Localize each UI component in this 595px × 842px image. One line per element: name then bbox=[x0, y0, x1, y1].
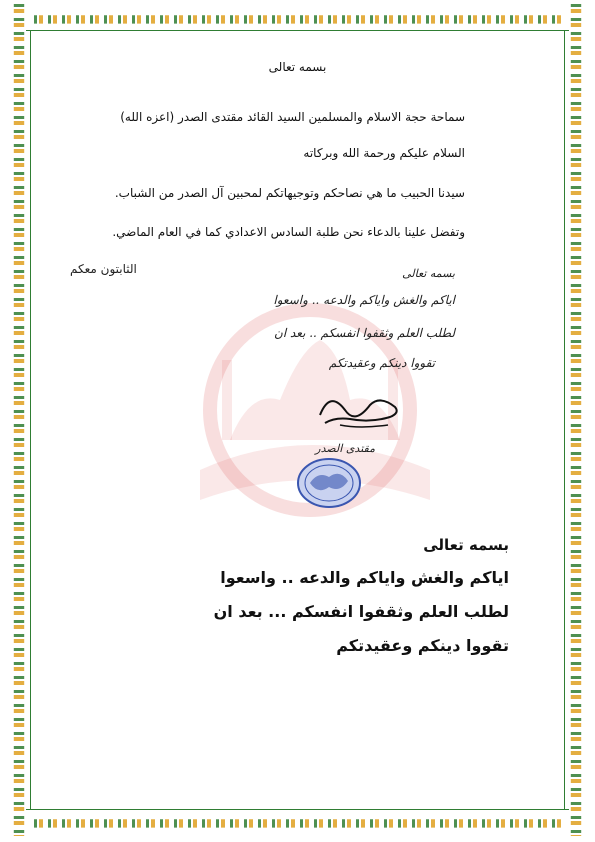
frame-line bbox=[30, 30, 31, 810]
typed-reply-line: بسمه تعالى bbox=[423, 536, 509, 554]
handwritten-signature bbox=[300, 385, 410, 435]
border-right bbox=[563, 4, 589, 836]
handwritten-line: تقووا دينكم وعقيدتكم bbox=[328, 356, 435, 370]
border-bottom bbox=[6, 808, 589, 836]
letter-paragraph: سماحة حجة الاسلام والمسلمين السيد القائد مقتدى الصدر (اعزه الله) bbox=[120, 110, 465, 124]
letter-paragraph: سيدنا الحبيب ما هي نصاحكم وتوجيهاتكم لمحبين آل الصدر من الشباب. bbox=[114, 186, 465, 200]
frame-line bbox=[26, 809, 569, 810]
letter-signoff: الثابتون معكم bbox=[70, 262, 137, 276]
signature-name: مقتدى الصدر bbox=[315, 442, 375, 455]
letter-paragraph: السلام عليكم ورحمة الله وبركاته bbox=[303, 146, 465, 160]
typed-reply-line: لطلب العلم وثقفوا انفسكم ... بعد ان bbox=[213, 602, 509, 621]
handwritten-line: بسمه تعالى bbox=[402, 267, 455, 280]
handwritten-line: اياكم والغش واياكم والدعه .. واسعوا bbox=[273, 293, 455, 307]
typed-reply-line: اياكم والغش واياكم والدعه .. واسعوا bbox=[220, 568, 509, 587]
letter-paragraph: وتفضل علينا بالدعاء نحن طلبة السادس الاعدادي كما في العام الماضي. bbox=[112, 225, 465, 239]
frame-line bbox=[26, 30, 569, 31]
border-left bbox=[6, 4, 32, 836]
frame-line bbox=[564, 30, 565, 810]
typed-reply-line: تقووا دينكم وعقيدتكم bbox=[336, 636, 509, 655]
handwritten-line: لطلب العلم وثقفوا انفسكم .. بعد ان bbox=[274, 326, 455, 340]
official-seal bbox=[296, 457, 362, 509]
letter-heading: بسمه تعالى bbox=[268, 60, 327, 74]
border-top bbox=[6, 4, 589, 32]
